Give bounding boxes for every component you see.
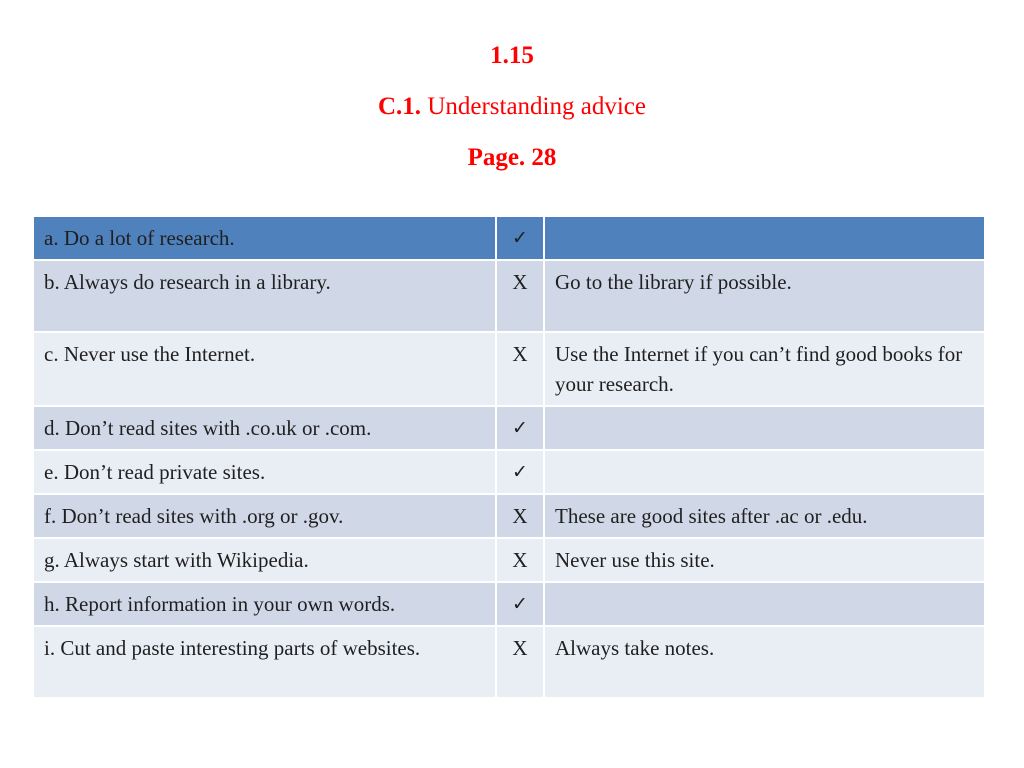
cross-mark: X [496, 538, 544, 582]
table-row [33, 260, 985, 332]
cross-mark: X [496, 332, 544, 406]
statement-cell: b. Always do research in a library. [33, 260, 496, 332]
comment-cell: Never use this site. [544, 538, 985, 582]
cross-mark: X [496, 626, 544, 698]
table-row [33, 582, 985, 626]
statement-cell: i. Cut and paste interesting parts of websites. [33, 626, 496, 698]
comment-cell: Go to the library if possible. [544, 260, 985, 332]
statement-cell: d. Don’t read sites with .co.uk or .com. [33, 406, 496, 450]
comment-cell [544, 216, 985, 260]
comment-cell: These are good sites after .ac or .edu. [544, 494, 985, 538]
check-mark-icon: ✓ [496, 406, 544, 450]
statement-cell: h. Report information in your own words. [33, 582, 496, 626]
comment-cell: Use the Internet if you can’t find good books for your research. [544, 332, 985, 406]
table-row [33, 538, 985, 582]
check-mark-icon: ✓ [496, 450, 544, 494]
cross-mark: X [496, 494, 544, 538]
table-row [33, 332, 985, 406]
comment-cell [544, 450, 985, 494]
statement-cell: c. Never use the Internet. [33, 332, 496, 406]
section-code: C.1. [378, 93, 422, 120]
comment-cell [544, 406, 985, 450]
section-name: Understanding advice [421, 93, 646, 120]
table-row [33, 450, 985, 494]
table-row [33, 216, 985, 260]
advice-table [32, 215, 986, 699]
comment-cell: Always take notes. [544, 626, 985, 698]
statement-cell: f. Don’t read sites with .org or .gov. [33, 494, 496, 538]
statement-cell: a. Do a lot of research. [33, 216, 496, 260]
table-row [33, 406, 985, 450]
statement-cell: g. Always start with Wikipedia. [33, 538, 496, 582]
check-mark-icon: ✓ [496, 582, 544, 626]
cross-mark: X [496, 260, 544, 332]
check-mark-icon: ✓ [496, 216, 544, 260]
lesson-number: 1.15 [490, 42, 534, 69]
comment-cell [544, 582, 985, 626]
statement-cell: e. Don’t read private sites. [33, 450, 496, 494]
section-title [0, 93, 1024, 121]
table-row [33, 626, 985, 698]
page-reference: Page. 28 [467, 144, 557, 171]
table-row [33, 494, 985, 538]
